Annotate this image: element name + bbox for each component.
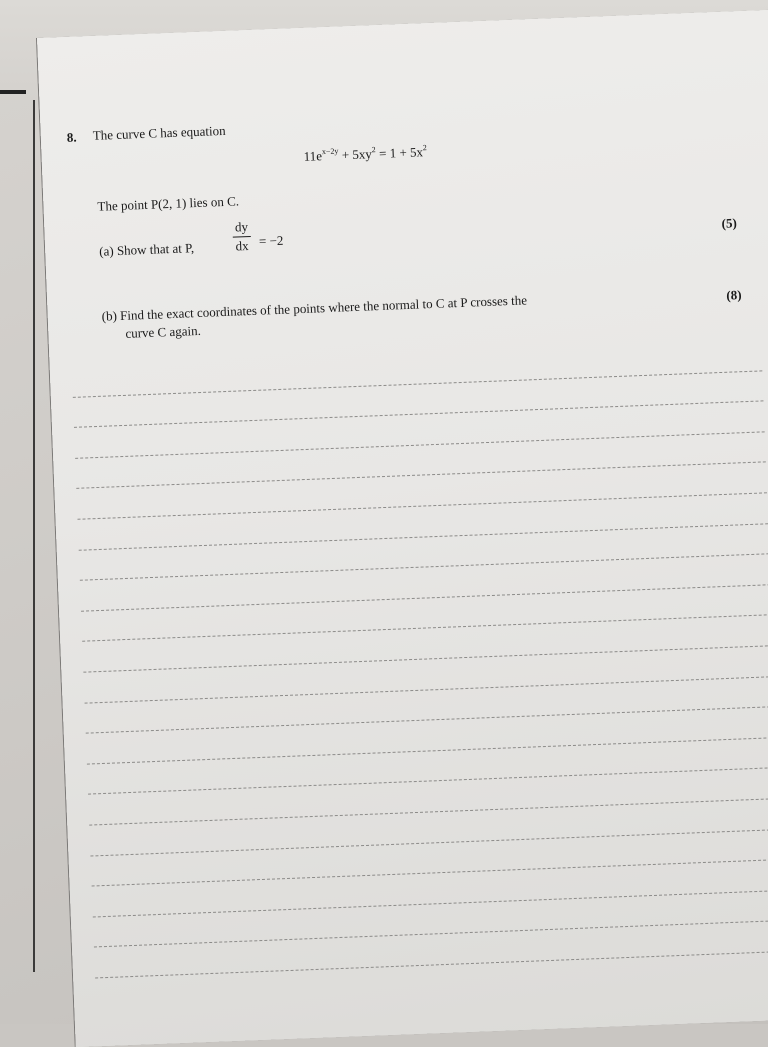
edge-mark [0,90,26,94]
equation-exponent-2: 2 [371,145,376,155]
equation-exponent-1: x−2y [321,146,339,157]
part-a-marks: (5) [721,215,738,231]
equation-term-3: = 1 + 5x [375,144,424,162]
point-statement: The point P(2, 1) lies on C. [97,193,240,214]
part-b-line-1: (b) Find the exact coordinates of the points where the normal to C at P crosses the [101,292,528,324]
fraction-numerator: dy [234,219,249,235]
answer-lines [72,340,768,978]
equation-term-2: + 5xy [338,146,373,163]
part-b-marks: (8) [726,287,742,303]
curve-equation [303,144,427,165]
derivative-fraction [232,220,251,254]
question-stem: The curve C has equation [92,122,226,143]
part-a-rhs: = −2 [258,232,284,249]
equation-exponent-3: 2 [422,143,427,153]
fraction-denominator: dx [235,238,249,254]
part-b-line-2: curve C again. [125,322,202,341]
equation-term-1: 11e [303,148,323,164]
part-a-label: (a) Show that at P, [98,240,195,259]
question-number: 8. [66,129,77,145]
page-left-edge [33,100,35,972]
worksheet-page [37,9,768,1047]
